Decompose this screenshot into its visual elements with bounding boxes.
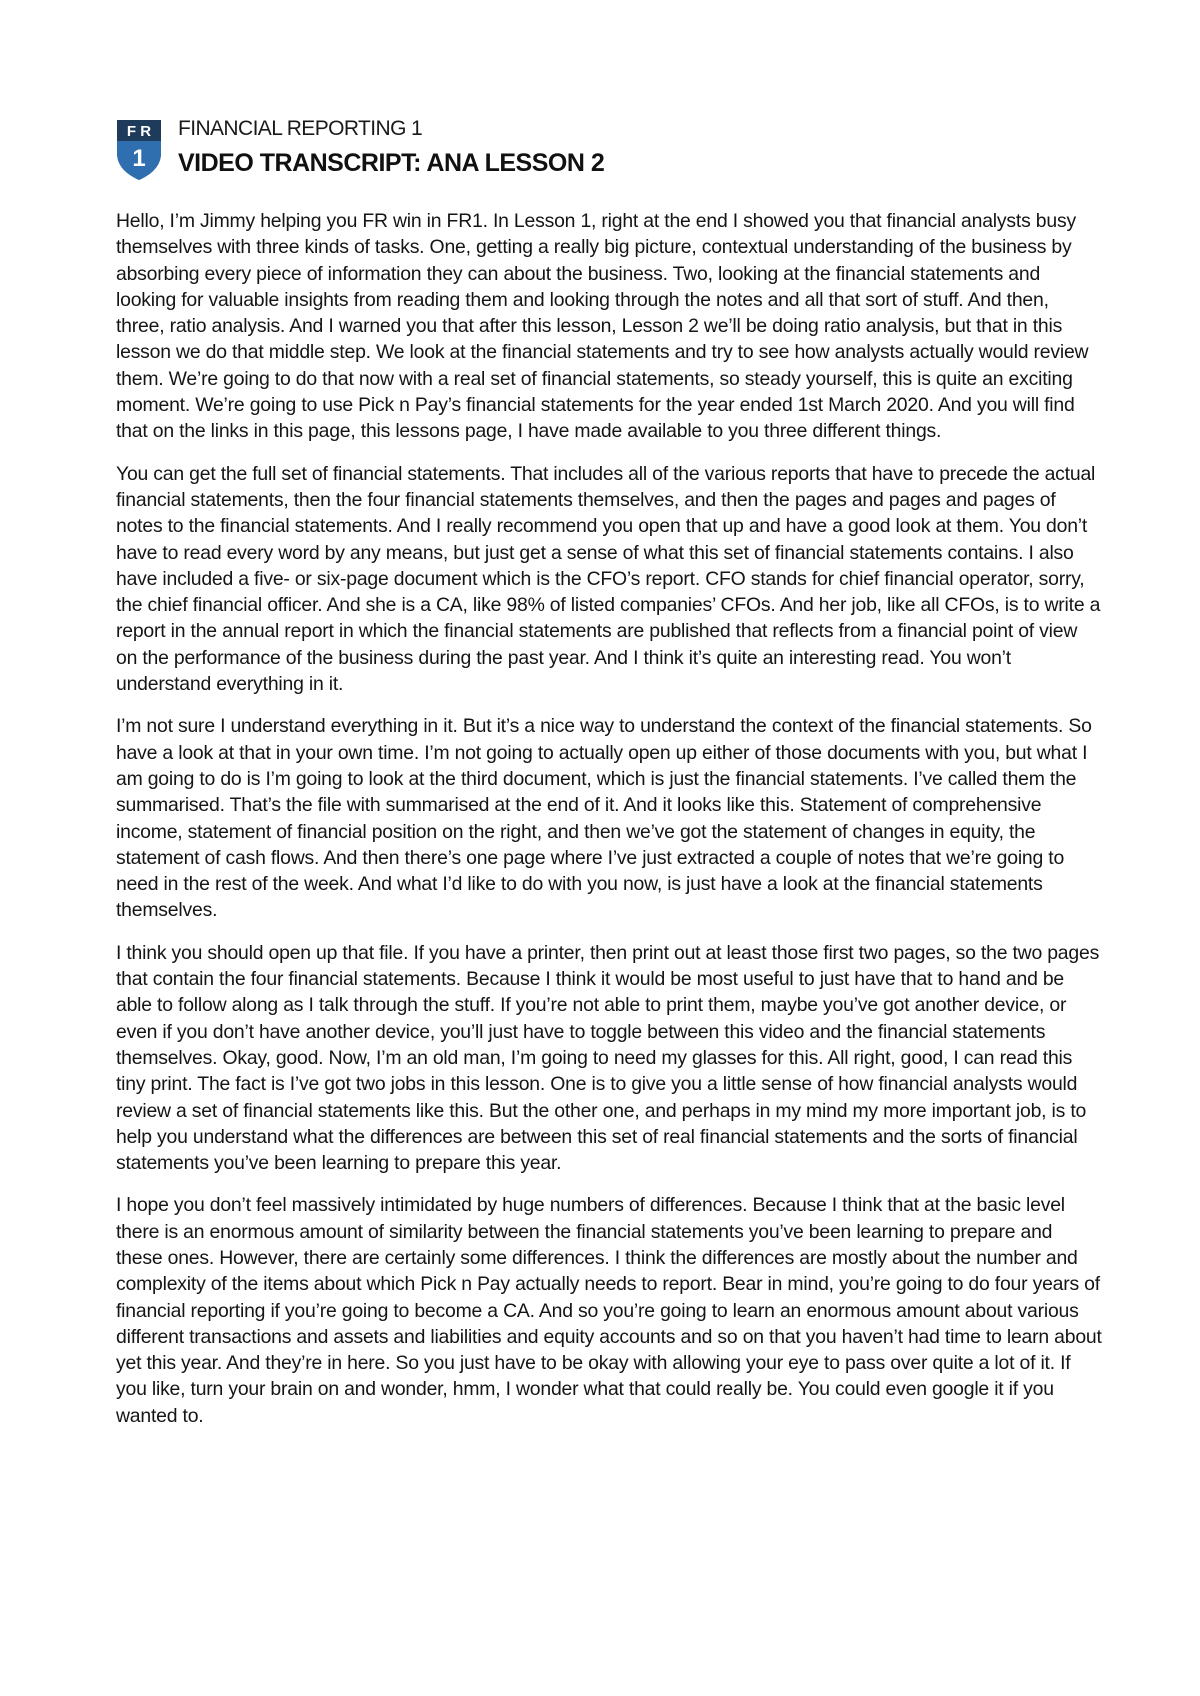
transcript-paragraph: I hope you don’t feel massively intimidated by huge numbers of differences. Because I think that at the basic level there is an enormous amount of similarity between the financial statements you’ve been learning to prepare and these ones. However, there are certainly some differences. I think the differences are mostly about the number and complexity of the items about which Pick n Pay actually needs to report. Bear in mind, you’re going to do four years of financial reporting if you’re going to become a CA. And so you’re going to learn an enormous amount about various different transactions and assets and liabilities and equity accounts and so on that you haven’t had time to learn about yet this year. And they’re in here. So you just have to be okay with allowing your eye to pass over quite a lot of it. If you like, turn your brain on and wonder, hmm, I wonder what that could really be. You could even google it if you wanted to. <box>116 1194 1102 1427</box>
logo-text-top: F R <box>126 123 152 140</box>
transcript-body <box>116 208 1102 1445</box>
transcript-paragraph: I’m not sure I understand everything in it. But it’s a nice way to understand the context of the financial statements. So have a look at that in your own time. I’m not going to actually open up either of those documents with you, but what I am going to do is I’m going to look at the third document, which is just the financial statements. I’ve called them the summarised. That’s the file with summarised at the end of it. And it looks like this. Statement of comprehensive income, statement of financial position on the right, and then we’ve got the statement of changes in equity, the statement of cash flows. And then there’s one page where I’ve just extracted a couple of notes that we’re going to need in the rest of the week. And what I’d like to do with you now, is just have a look at the financial statements themselves. <box>116 715 1092 922</box>
fr1-shield-logo <box>116 119 162 181</box>
transcript-paragraph: Hello, I’m Jimmy helping you FR win in FR1. In Lesson 1, right at the end I showed you that financial analysts busy themselves with three kinds of tasks. One, getting a really big picture, contextual understanding of the business by absorbing every piece of information they can about the business. Two, looking at the financial statements and looking for valuable insights from reading them and looking through the notes and all that sort of stuff. And then, three, ratio analysis. And I warned you that after this lesson, Lesson 2 we’ll be doing ratio analysis, but that in this lesson we do that middle step. We look at the financial statements and try to see how analysts actually would review them. We’re going to do that now with a real set of financial statements, so steady yourself, this is quite an exciting moment. We’re going to use Pick n Pay’s financial statements for the year ended 1st March 2020. And you will find that on the links in this page, this lessons page, I have made available to you three different things. <box>116 210 1089 443</box>
document-header <box>116 117 1116 185</box>
document-title: VIDEO TRANSCRIPT: ANA LESSON 2 <box>178 149 605 177</box>
transcript-paragraph: I think you should open up that file. If you have a printer, then print out at least those first two pages, so the two pages that contain the four financial statements. Because I think it would be most useful to just have that to hand and be able to follow along as I talk through the stuff. If you’re not able to print them, maybe you’ve got another device, or even if you don’t have another device, you’ll just have to toggle between this video and the financial statements themselves. Okay, good. Now, I’m an old man, I’m going to need my glasses for this. All right, good, I can read this tiny print. The fact is I’ve got two jobs in this lesson. One is to give you a little sense of how financial analysts would review a set of financial statements like this. But the other one, and perhaps in my mind my more important job, is to help you understand what the differences are between this set of real financial statements and the sorts of financial statements you’ve been learning to prepare this year. <box>116 941 1100 1175</box>
logo-text-bottom: 1 <box>132 145 146 172</box>
transcript-paragraph: You can get the full set of financial statements. That includes all of the various reports that have to precede the actual financial statements, then the four financial statements themselves, and then the pages and pages and pages of notes to the financial statements. And I really recommend you open that up and have a good look at them. You don’t have to read every word by any means, but just get a sense of what this set of financial statements contains. I also have included a five- or six-page document which is the CFO’s report. CFO stands for chief financial operator, sorry, the chief financial officer. And she is a CA, like 98% of listed companies’ CFOs. And her job, like all CFOs, is to write a report in the annual report in which the financial statements are published that reflects from a financial point of view on the performance of the business during the past year. And I think it’s quite an interesting read. You won’t understand everything in it. <box>116 462 1101 696</box>
course-name: FINANCIAL REPORTING 1 <box>178 117 423 140</box>
